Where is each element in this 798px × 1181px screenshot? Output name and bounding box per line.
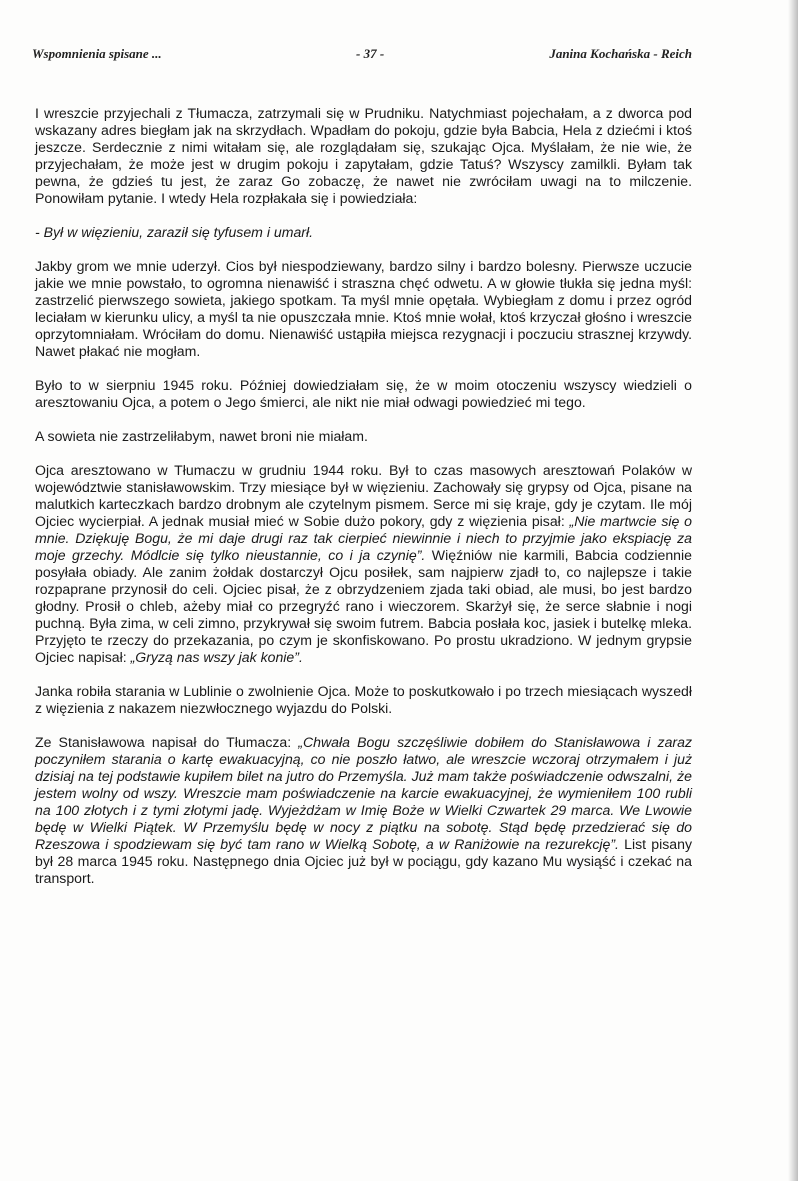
paragraph-quote: „Nie martwcie się o mnie. Dziękuję Bogu, że mi daje drugi raz tak cierpieć niewinnie i niech to przyjmie jako ekspiację za moje grzechy. Módlcie się tylko nieustannie, co i ja czynię”. [35, 513, 692, 563]
paragraph [35, 258, 692, 360]
paragraph-text: Ojca aresztowano w Tłumaczu w grudniu 1944 roku. Był to czas masowych aresztowań Polaków w województwie stanisławowskim. Trzy miesiące był w więzieniu. Zachowały się grypsy od Ojca, pisane na malutkich karteczkach bardzo drobnym ale czytelnym pismem. Serce mi się kraje, gdy je czytam. Ile mój Ojciec wycierpiał. A jednak musiał mieć w Sobie dużo pokory, gdy z więzienia pisał: [35, 462, 692, 529]
paragraph-quote: - Był w więzieniu, zaraził się tyfusem i umarł. [35, 224, 314, 240]
paragraph-text: Ze Stanisławowa napisał do Tłumacza: [35, 734, 299, 750]
body-text [35, 105, 692, 904]
paragraph-text: I wreszcie przyjechali z Tłumacza, zatrzymali się w Prudniku. Natychmiast pojechałam, a z dworca pod wskazany adres biegłam jak na skrzydłach. Wpadłam do pokoju, gdzie była Babcia, Hela z dziećmi i ktoś jeszcze. Serdecznie z nimi witałam się, ale rozglądałam się, szukając Ojca. Myślałam, że nie wie, że przyjechałam, że może jest w drugim pokoju i zapytałam, gdzie Tatuś? Wszyscy zamilkli. Byłam tak pewna, że gdzieś tu jest, że zaraz Go zobaczę, że nawet nie zwróciłam uwagi na to milczenie. Ponowiłam pytanie. I wtedy Hela rozpłakała się i powiedziała: [35, 105, 692, 206]
paragraph-quote: „Gryzą nas wszy jak konie”. [130, 649, 303, 665]
paragraph [35, 377, 692, 411]
paragraph [35, 428, 692, 445]
paragraph-text: Janka robiła starania w Lublinie o zwolnienie Ojca. Może to poskutkowało i po trzech miesiącach wyszedł z więzienia z nakazem niezwłocznego wyjazdu do Polski. [35, 683, 692, 716]
paragraph-text: Jakby grom we mnie uderzył. Cios był niespodziewany, bardzo silny i bardzo bolesny. Pierwsze uczucie jakie we mnie powstało, to ogromna nienawiść i straszna chęć odwetu. A w głowie tłukła się jedna myśl: zastrzelić pierwszego sowieta, jakiego spotkam. Ta myśl mnie opętała. Wybiegłam z domu i przez ogród leciałam w kierunku ulicy, a myśl ta nie opuszczała mnie. Ktoś mnie wołał, ktoś krzyczał głośno i wreszcie oprzytomniałam. Wróciłam do domu. Nienawiść ustąpiła miejsca rezygnacji i poczuciu strasznej krzywdy. Nawet płakać nie mogłam. [35, 258, 692, 359]
paragraph-text: Było to w sierpniu 1945 roku. Później dowiedziałam się, że w moim otoczeniu wszyscy wiedzieli o aresztowaniu Ojca, a potem o Jego śmierci, ale nikt nie miał odwagi powiedzieć mi tego. [35, 377, 692, 410]
paragraph [35, 462, 692, 666]
header-author: Janina Kochańska - Reich [549, 46, 692, 61]
page-header [32, 46, 692, 64]
paragraph [35, 734, 692, 887]
paragraph [35, 224, 692, 241]
paragraph-text: A sowieta nie zastrzeliłabym, nawet broni nie miałam. [35, 428, 368, 444]
paragraph [35, 105, 692, 207]
paragraph-quote: „Chwała Bogu szczęśliwie dobiłem do Stanisławowa i zaraz poczyniłem starania o kartę ewakuacyjną, co nie poszło łatwo, ale wreszcie wczoraj otrzymałem i już dzisiaj na tej podstawie kupiłem bilet na jutro do Przemyśla. Już mam także poświadczenie odwszalni, że jestem wolny od wszy. Wreszcie mam poświadczenie na karcie ewakuacyjnej, że wymieniłem 100 rubli na 100 złotych i z tymi złotymi jadę. Wyjeżdżam w Imię Boże w Wielki Czwartek 29 marca. We Lwowie będę w Wielki Piątek. W Przemyślu będę w nocy z piątku na sobotę. Stąd będę przedzierać się do Rzeszowa i spodziewam się być tam rano w Wielką Sobotę, a w Raniżowie na rezurekcję”. [35, 734, 692, 852]
paragraph-text: List pisany był 28 marca 1945 roku. Następnego dnia Ojciec już był w pociągu, gdy kazano Mu wysiąść i czekać na transport. [35, 836, 692, 886]
page-number: - 37 - [356, 46, 385, 61]
paragraph [35, 683, 692, 717]
paragraph-text: Więźniów nie karmili, Babcia codziennie posyłała obiady. Ale zanim żołdak dostarczył Ojcu posiłek, sam najpierw zjadł to, co najlepsze i takie rozpaprane przynosił do celi. Ojciec pisał, że z obrzydzeniem zjada taki obiad, ale musi, bo jest bardzo głodny. Prosił o chleb, ażeby miał co przegryźć rano i wieczorem. Skarżył się, że serce słabnie i nogi puchną. Była zima, w celi zimno, przykrywał się swoim futrem. Babcia posłała koc, jasiek i butelkę mleka. Przyjęto te rzeczy do przekazania, po czym je skonfiskowano. Po prostu ukradziono. W jednym grypsie Ojciec napisał: [35, 547, 692, 665]
header-title: Wspomnienia spisane ... [32, 46, 162, 61]
scan-edge-shadow [788, 0, 798, 1181]
